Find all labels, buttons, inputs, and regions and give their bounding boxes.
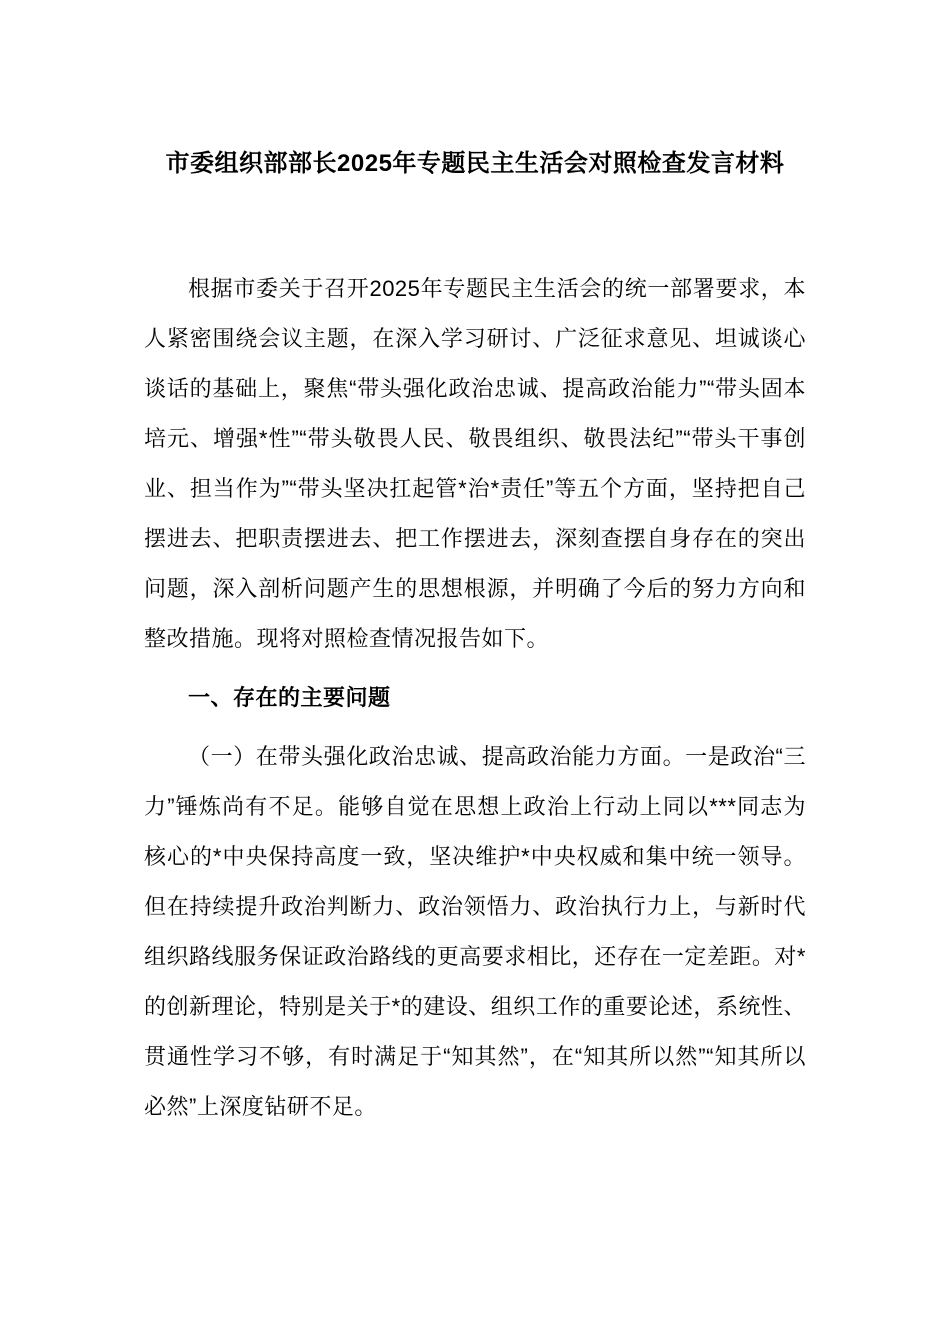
section-heading-main-problems: 一、存在的主要问题 bbox=[188, 685, 391, 710]
intro-paragraph: 根据市委关于召开2025年专题民主生活会的统一部署要求，本人紧密围绕会议主题，在深入学习研讨、广泛征求意见、坦诚谈心谈话的基础上，聚焦“带头强化政治忠诚、提高政治能力”“带头固本培元、增强*性”“带头敬畏人民、敬畏组织、敬畏法纪”“带头干事创业、担当作为”“带头坚决扛起管*治*责任”等五个方面，坚持把自己摆进去、把职责摆进去、把工作摆进去，深刻查摆自身存在的突出问题，深入剖析问题产生的思想根源，并明确了今后的努力方向和整改措施。现将对照检查情况报告如下。 bbox=[144, 276, 806, 651]
document-title: 市委组织部部长2025年专题民主生活会对照检查发言材料 bbox=[165, 150, 785, 177]
paragraph-political-loyalty: （一）在带头强化政治忠诚、提高政治能力方面。一是政治“三力”锤炼尚有不足。能够自觉在思想上政治上行动上同以***同志为核心的*中央保持高度一致，坚决维护*中央权威和集中统一领导。但在持续提升政治判断力、政治领悟力、政治执行力上，与新时代组织路线服务保证政治路线的更高要求相比，还存在一定差距。对*的创新理论，特别是关于*的建设、组织工作的重要论述，系统性、贯通性学习不够，有时满足于“知其然”，在“知其所以然”“知其所以必然”上深度钻研不足。 bbox=[144, 744, 806, 1119]
